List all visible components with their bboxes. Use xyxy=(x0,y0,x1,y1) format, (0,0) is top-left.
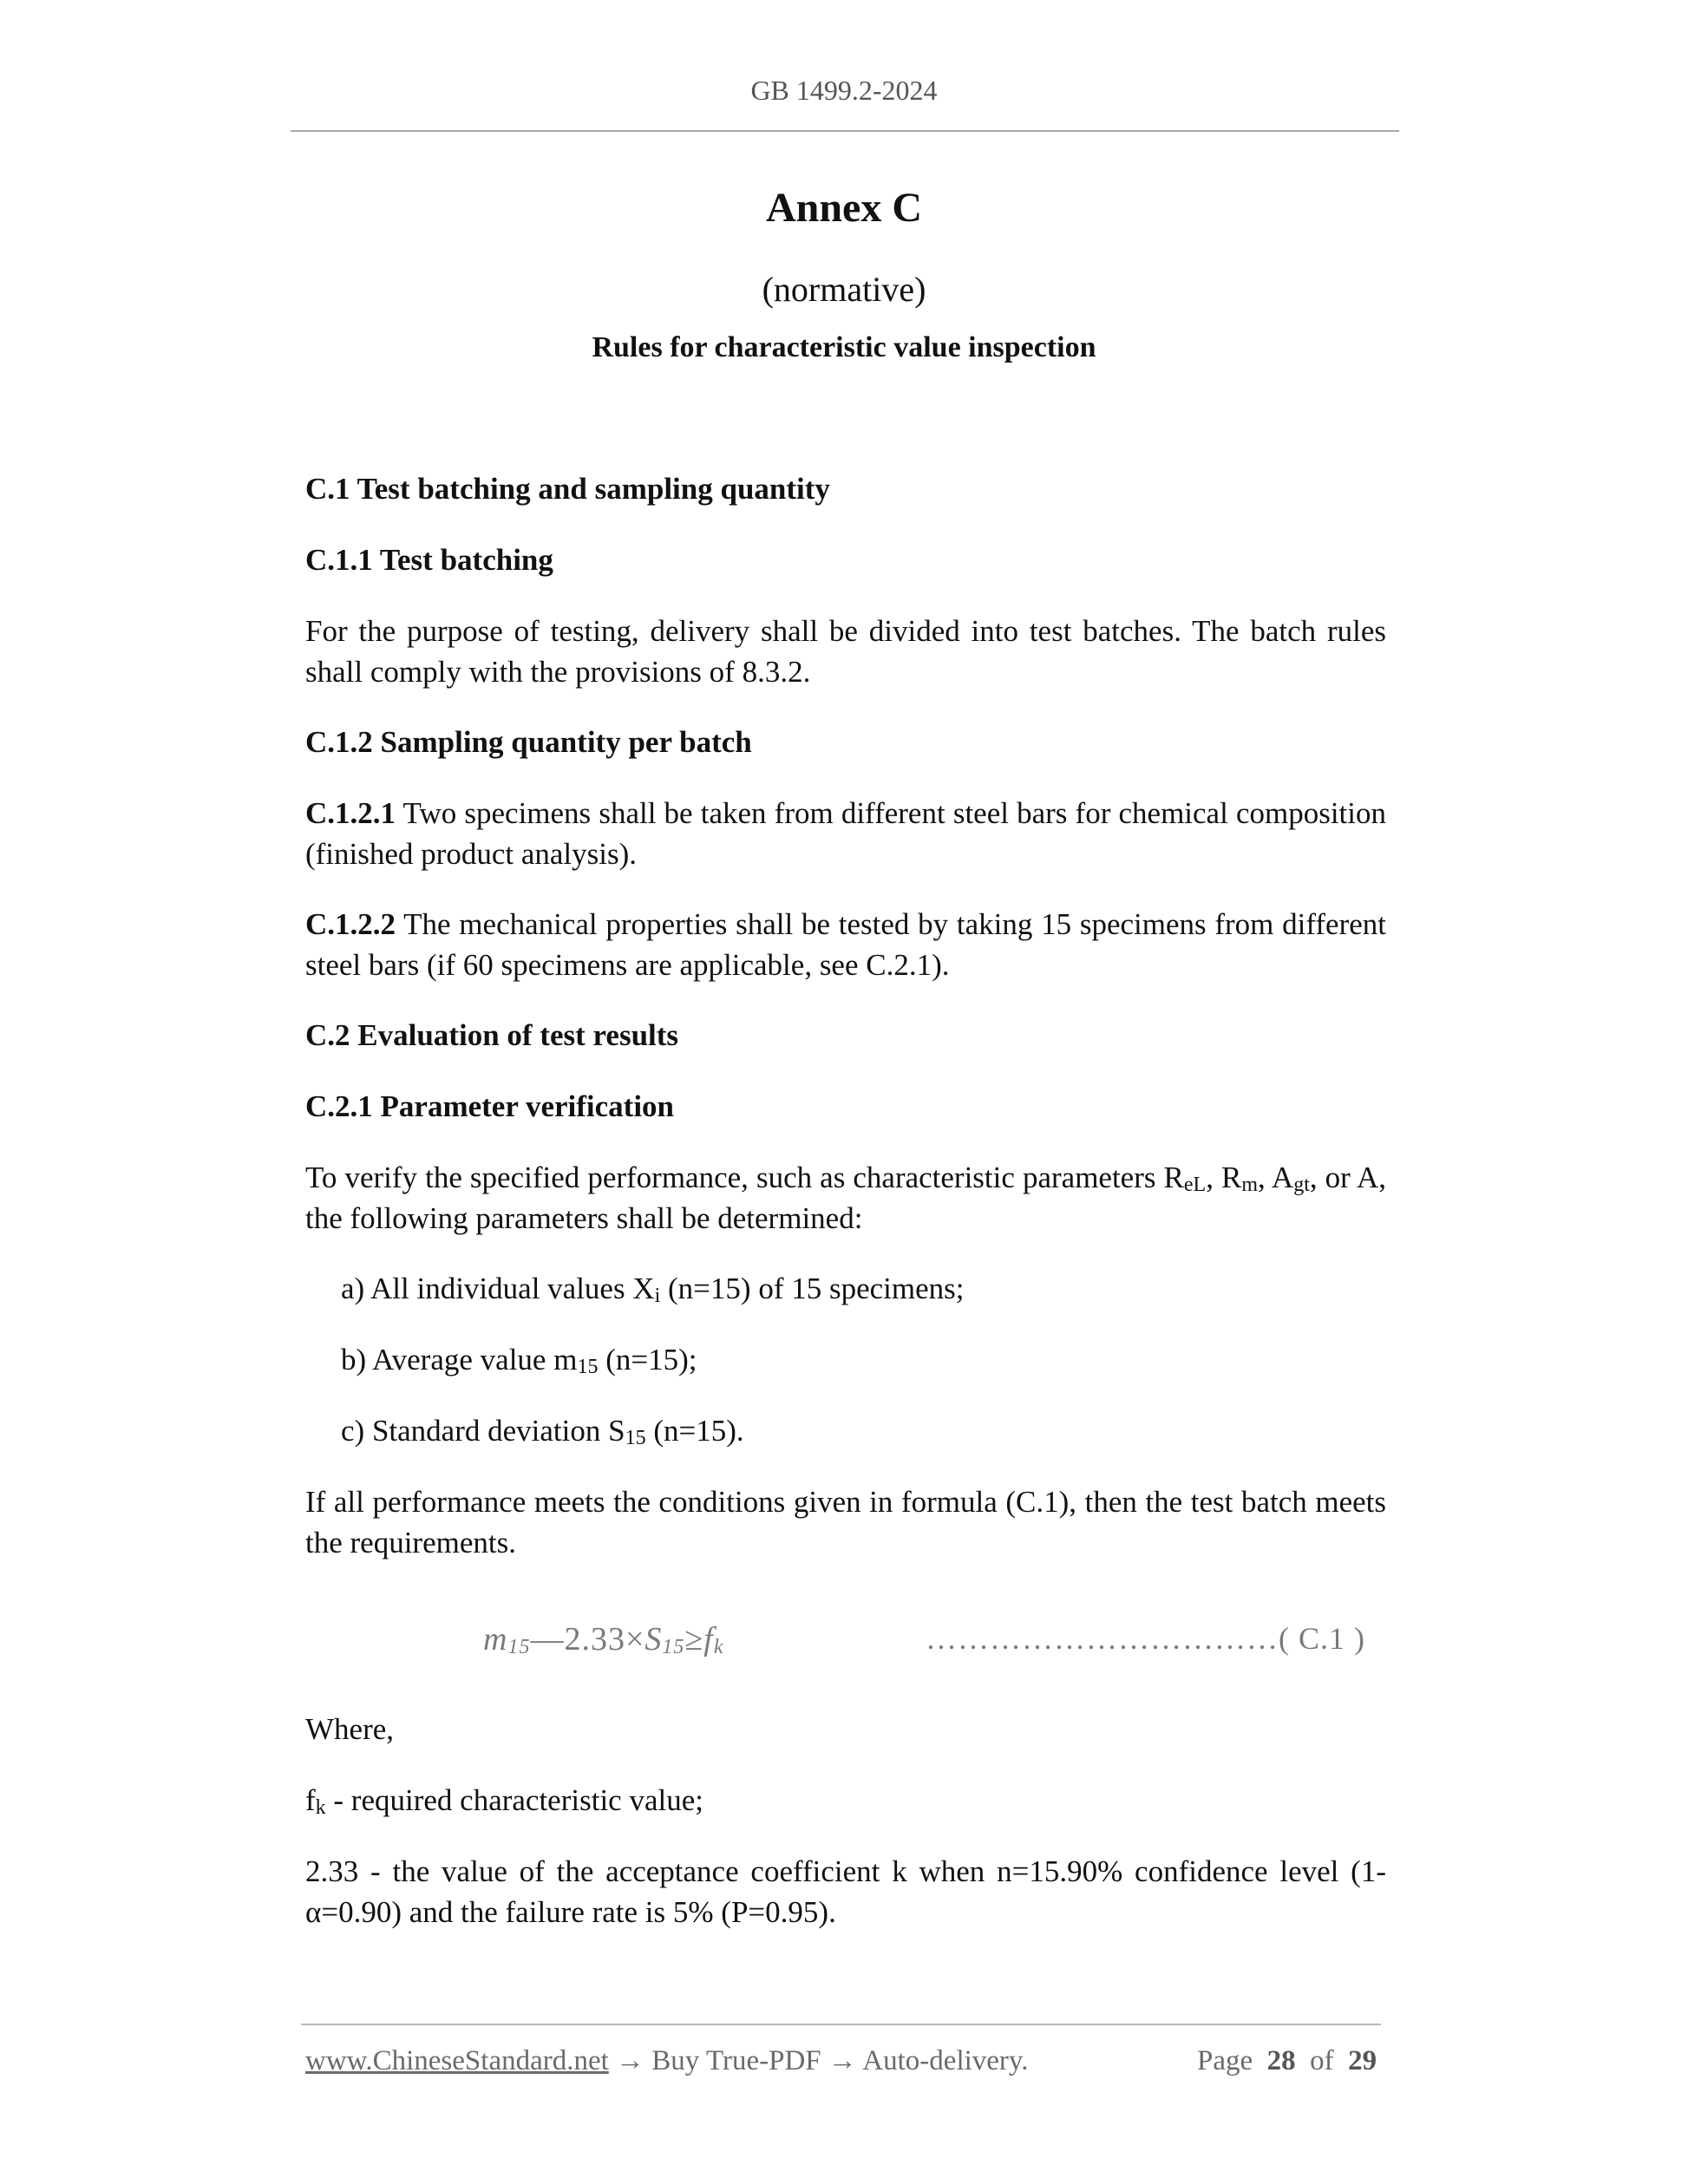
list-item-c xyxy=(341,1410,1382,1451)
section-c21-text xyxy=(305,1157,1386,1239)
formula-s: S xyxy=(644,1621,663,1658)
list-item-c-text-end: (n=15). xyxy=(645,1414,744,1448)
list-item-b-text: b) Average value m xyxy=(341,1343,578,1376)
list-item-a-subscript: i xyxy=(654,1285,661,1307)
annex-name: Rules for characteristic value inspection xyxy=(592,331,1096,363)
formula-geq: ≥ xyxy=(684,1621,704,1658)
list-item-c-subscript: 15 xyxy=(625,1427,646,1449)
section-c21-heading: C.2.1 Parameter verification xyxy=(305,1089,675,1123)
where-label: Where, xyxy=(305,1712,395,1746)
list-item-b-text-end: (n=15); xyxy=(598,1343,697,1376)
section-c121-paragraph xyxy=(305,793,1386,874)
footer-tagline: → Buy True-PDF → Auto-delivery. xyxy=(608,2045,1029,2076)
list-item-a xyxy=(341,1268,1382,1309)
list-item-c-text: c) Standard deviation S xyxy=(341,1414,625,1448)
header-divider xyxy=(291,130,1399,132)
section-c122-text: The mechanical properties shall be tested by taking 15 specimens from different steel bars (if 60 specimens are applicable, see C.2.1). xyxy=(305,907,1386,982)
c21-text-part: To verify the specified performance, such as characteristic parameters R xyxy=(305,1161,1184,1194)
section-c121-number: C.1.2.1 xyxy=(305,796,396,830)
coefficient-definition: 2.33 - the value of the acceptance coefficient k when n=15.90% confidence level (1-α=0.90) and the failure rate is 5% (P=0.95). xyxy=(305,1854,1386,1929)
section-c1-heading: C.1 Test batching and sampling quantity xyxy=(305,472,830,506)
document-id-header: GB 1499.2-2024 xyxy=(750,75,938,106)
annex-type: (normative) xyxy=(762,270,926,309)
formula-c1 xyxy=(483,1620,723,1658)
page-total: 29 xyxy=(1348,2045,1377,2076)
formula-m: m xyxy=(483,1621,508,1658)
section-c2-heading: C.2 Evaluation of test results xyxy=(305,1018,679,1052)
section-c121-text: Two specimens shall be taken from different steel bars for chemical composition (finished product analysis). xyxy=(305,796,1386,871)
list-item-b xyxy=(341,1339,1382,1380)
fk-definition xyxy=(305,1780,1386,1821)
section-c12-heading: C.1.2 Sampling quantity per batch xyxy=(305,725,752,759)
footer-left xyxy=(305,2045,1029,2077)
fk-subscript: k xyxy=(315,1796,326,1819)
fk-symbol: f xyxy=(305,1783,316,1817)
formula-f: f xyxy=(703,1621,714,1658)
footer-divider xyxy=(301,2024,1381,2025)
section-c122-number: C.1.2.2 xyxy=(305,907,396,941)
website-link[interactable]: www.ChineseStandard.net xyxy=(305,2045,609,2076)
condition-paragraph: If all performance meets the conditions given in formula (C.1), then the test batch meets the requirements. xyxy=(305,1485,1386,1560)
section-c11-text: For the purpose of testing, delivery shall be divided into test batches. The batch rules shall comply with the provisions of 8.3.2. xyxy=(305,614,1386,689)
annex-title: Annex C xyxy=(765,185,923,231)
c21-text-part: , or A, the following parameters shall be determined: xyxy=(305,1161,1386,1235)
of-word: of xyxy=(1310,2045,1334,2076)
formula-f-subscript: k xyxy=(713,1636,724,1658)
page-word: Page xyxy=(1197,2045,1253,2076)
fk-description: - required characteristic value; xyxy=(325,1783,703,1817)
formula-m-subscript: 15 xyxy=(507,1636,531,1658)
formula-s-subscript: 15 xyxy=(662,1636,685,1658)
subscript-el: eL xyxy=(1183,1174,1207,1196)
section-c122-paragraph xyxy=(305,904,1386,985)
page-indicator xyxy=(1197,2045,1377,2077)
section-c11-heading: C.1.1 Test batching xyxy=(305,543,553,577)
formula-coefficient: —2.33× xyxy=(530,1621,645,1658)
list-item-b-subscript: 15 xyxy=(577,1356,599,1378)
subscript-m: m xyxy=(1241,1174,1259,1196)
c21-text-part: , A xyxy=(1258,1161,1294,1194)
page-number: 28 xyxy=(1266,2045,1296,2076)
subscript-gt: gt xyxy=(1293,1174,1310,1196)
c21-text-part: , R xyxy=(1206,1161,1242,1194)
list-item-a-text-end: (n=15) of 15 specimens; xyxy=(660,1272,965,1305)
list-item-a-text: a) All individual values X xyxy=(341,1272,655,1305)
formula-reference: ……………………………( C.1 ) xyxy=(926,1621,1365,1656)
